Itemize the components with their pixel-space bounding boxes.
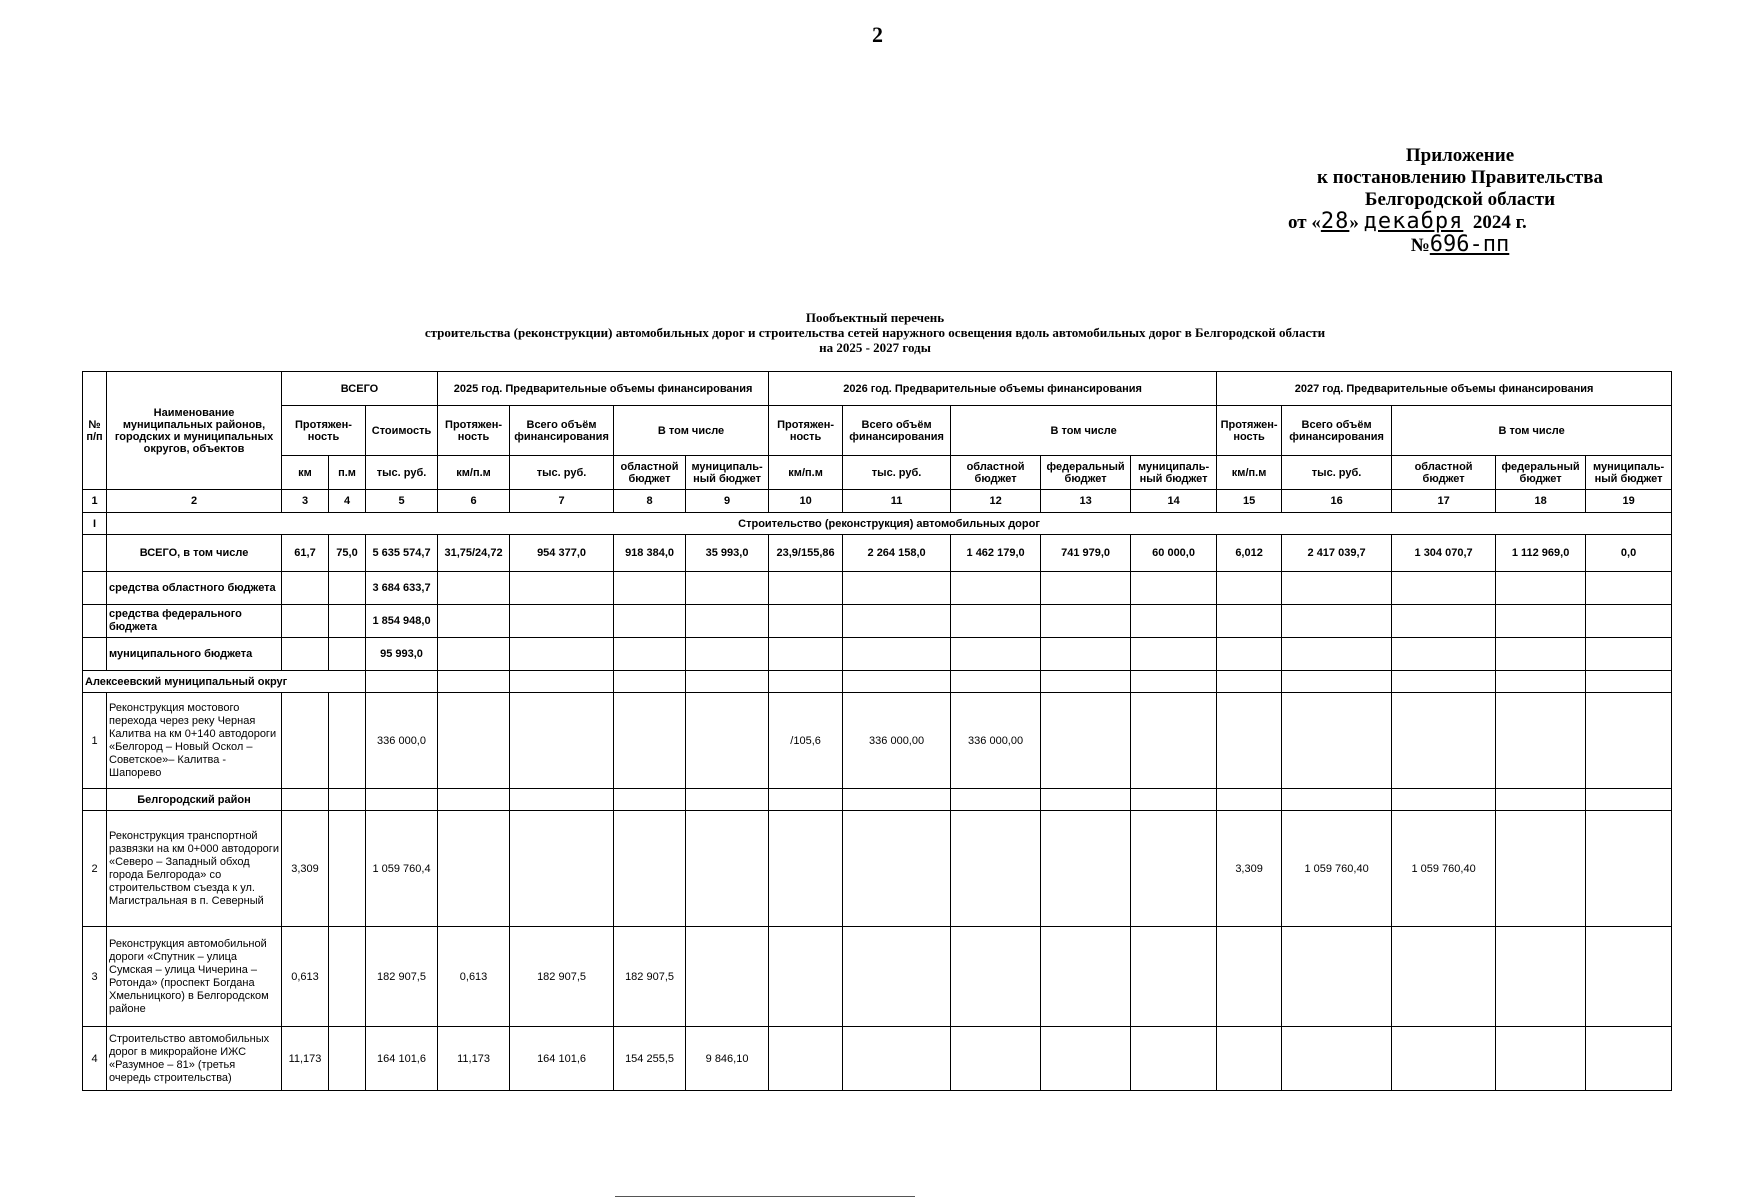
- empty-cell: [510, 572, 614, 605]
- table-cell: [1586, 927, 1672, 1027]
- sub-row-label: средства областного бюджета: [107, 572, 282, 605]
- empty-cell: [1131, 572, 1217, 605]
- total-label: ВСЕГО, в том числе: [107, 535, 282, 572]
- empty-cell: [1282, 671, 1392, 693]
- table-cell: [843, 927, 951, 1027]
- header-2025-regional: областной бюджет: [614, 456, 686, 490]
- empty-cell: [769, 605, 843, 638]
- table-cell: [1496, 693, 1586, 789]
- table-cell: [282, 693, 329, 789]
- header-2025-length: Протяжен-ность: [438, 406, 510, 456]
- date-month: декабря: [1363, 209, 1464, 234]
- empty-cell: [1131, 789, 1217, 811]
- empty-cell: [1392, 572, 1496, 605]
- empty-cell: [843, 572, 951, 605]
- table-cell: [1041, 693, 1131, 789]
- empty-cell: [1217, 638, 1282, 671]
- col-index: 5: [366, 490, 438, 513]
- empty-cell: [366, 671, 438, 693]
- sub-row-label: средства федерального бюджета: [107, 605, 282, 638]
- date-day: 28: [1320, 209, 1350, 234]
- table-cell: 164 101,6: [510, 1027, 614, 1091]
- col-index: 2: [107, 490, 282, 513]
- table-cell: [686, 927, 769, 1027]
- empty-cell: [510, 789, 614, 811]
- empty-cell: [1131, 671, 1217, 693]
- unit-2027-rub: тыс. руб.: [1282, 456, 1392, 490]
- table-cell: [951, 927, 1041, 1027]
- unit-km: км: [282, 456, 329, 490]
- object-name: Строительство автомобильных дорог в микрорайоне ИЖС «Разумное – 81» (третья очередь строительства): [107, 1027, 282, 1091]
- column-index-row: [83, 490, 1672, 513]
- object-row: [83, 693, 1672, 789]
- empty-cell: [769, 671, 843, 693]
- table-cell: [1496, 927, 1586, 1027]
- table-cell: [329, 693, 366, 789]
- header-2026-municipal: муниципаль-ный бюджет: [1131, 456, 1217, 490]
- object-number: 4: [83, 1027, 107, 1091]
- empty-cell: [1041, 671, 1131, 693]
- table-cell: [329, 811, 366, 927]
- table-cell: 336 000,00: [951, 693, 1041, 789]
- empty-cell: [769, 572, 843, 605]
- table-cell: 0,0: [1586, 535, 1672, 572]
- table-cell: 1 059 760,40: [1282, 811, 1392, 927]
- date-prefix: от «: [1288, 212, 1321, 233]
- empty-cell: [1282, 789, 1392, 811]
- empty-cell: [438, 605, 510, 638]
- table-cell: 182 907,5: [366, 927, 438, 1027]
- unit-total-rub: тыс. руб.: [366, 456, 438, 490]
- table-cell: 75,0: [329, 535, 366, 572]
- table-cell: [510, 811, 614, 927]
- header-2027: 2027 год. Предварительные объемы финансирования: [1217, 372, 1672, 406]
- table-cell: [1217, 927, 1282, 1027]
- header-2027-municipal: муниципаль-ный бюджет: [1586, 456, 1672, 490]
- empty-cell: [686, 605, 769, 638]
- empty-cell: [366, 789, 438, 811]
- empty-cell: [83, 605, 107, 638]
- table-cell: 0,613: [282, 927, 329, 1027]
- empty-cell: [769, 638, 843, 671]
- sub-row-municipal: [83, 638, 1672, 671]
- empty-cell: [282, 638, 329, 671]
- header-2027-federal: федеральный бюджет: [1496, 456, 1586, 490]
- header-total-cost: Стоимость: [366, 406, 438, 456]
- empty-cell: [843, 789, 951, 811]
- object-number: 1: [83, 693, 107, 789]
- empty-cell: [951, 789, 1041, 811]
- header-2027-including: В том числе: [1392, 406, 1672, 456]
- empty-cell: [83, 535, 107, 572]
- sub-row-regional: [83, 572, 1672, 605]
- empty-cell: [1496, 789, 1586, 811]
- title-line-2: строительства (реконструкции) автомобильных дорог и строительства сетей наружного освещения вдоль автомобильных дорог в Белгородской области: [424, 325, 1326, 340]
- empty-cell: [329, 789, 366, 811]
- table-cell: 1 059 760,40: [1392, 811, 1496, 927]
- table-cell: [1217, 1027, 1282, 1091]
- header-total-length: Протяжен-ность: [282, 406, 366, 456]
- empty-cell: [83, 638, 107, 671]
- empty-cell: [686, 671, 769, 693]
- total-row: [83, 535, 1672, 572]
- empty-cell: [438, 638, 510, 671]
- empty-cell: [686, 572, 769, 605]
- col-index: 16: [1282, 490, 1392, 513]
- header-2025-including: В том числе: [614, 406, 769, 456]
- table-cell: [1586, 693, 1672, 789]
- object-row: [83, 1027, 1672, 1091]
- section-number: I: [83, 513, 107, 535]
- empty-cell: [438, 789, 510, 811]
- header-name: Наименование муниципальных районов, городских и муниципальных округов, объектов: [107, 372, 282, 490]
- col-index: 10: [769, 490, 843, 513]
- empty-cell: [1282, 638, 1392, 671]
- empty-cell: [282, 572, 329, 605]
- empty-cell: [686, 638, 769, 671]
- number-value: 696-пп: [1429, 232, 1510, 257]
- empty-cell: [1586, 671, 1672, 693]
- table-cell: 3,309: [1217, 811, 1282, 927]
- number-prefix: №: [1410, 235, 1430, 256]
- empty-cell: [1131, 638, 1217, 671]
- empty-cell: [1392, 638, 1496, 671]
- empty-cell: [843, 638, 951, 671]
- table-cell: 1 059 760,4: [366, 811, 438, 927]
- appendix-block: [1270, 145, 1650, 257]
- appendix-title: Приложение: [1405, 145, 1515, 166]
- header-2026-total: Всего объём финансирования: [843, 406, 951, 456]
- header-2026-regional: областной бюджет: [951, 456, 1041, 490]
- footer-divider: [615, 1196, 915, 1197]
- empty-cell: [1282, 605, 1392, 638]
- table-cell: 23,9/155,86: [769, 535, 843, 572]
- table-cell: 336 000,0: [366, 693, 438, 789]
- empty-cell: [769, 789, 843, 811]
- object-name: Реконструкция мостового перехода через реку Черная Калитва на км 0+140 автодороги «Белгород – Новый Оскол – Советское»– Калитва - Шапорево: [107, 693, 282, 789]
- table-cell: [1131, 1027, 1217, 1091]
- table-cell: [951, 811, 1041, 927]
- empty-cell: [1041, 638, 1131, 671]
- table-cell: [438, 693, 510, 789]
- table-cell: [1041, 927, 1131, 1027]
- section-title: Строительство (реконструкция) автомобильных дорог: [107, 513, 1672, 535]
- sub-row-cost: 95 993,0: [366, 638, 438, 671]
- empty-cell: [1217, 605, 1282, 638]
- empty-cell: [1282, 572, 1392, 605]
- table-cell: [438, 811, 510, 927]
- table-cell: [614, 693, 686, 789]
- table-cell: 2 417 039,7: [1282, 535, 1392, 572]
- empty-cell: [1392, 671, 1496, 693]
- table-cell: [1282, 927, 1392, 1027]
- table-cell: [1586, 811, 1672, 927]
- district-row-alekseevsky: [83, 671, 1672, 693]
- unit-2026-rub: тыс. руб.: [843, 456, 951, 490]
- empty-cell: [1217, 671, 1282, 693]
- header-2025-total: Всего объём финансирования: [510, 406, 614, 456]
- table-cell: 182 907,5: [510, 927, 614, 1027]
- table-cell: [1586, 1027, 1672, 1091]
- empty-cell: [1392, 605, 1496, 638]
- empty-cell: [843, 671, 951, 693]
- empty-cell: [329, 638, 366, 671]
- empty-cell: [1586, 572, 1672, 605]
- table-cell: [1041, 811, 1131, 927]
- title-line-1: Пообъектный перечень: [805, 310, 945, 325]
- col-index: 19: [1586, 490, 1672, 513]
- header-2027-length: Протяжен-ность: [1217, 406, 1282, 456]
- object-number: 3: [83, 927, 107, 1027]
- empty-cell: [438, 572, 510, 605]
- appendix-number: [1270, 234, 1650, 257]
- empty-cell: [614, 789, 686, 811]
- header-2027-regional: областной бюджет: [1392, 456, 1496, 490]
- table-cell: 1 112 969,0: [1496, 535, 1586, 572]
- col-index: 18: [1496, 490, 1586, 513]
- empty-cell: [1392, 789, 1496, 811]
- table-cell: [1282, 1027, 1392, 1091]
- col-index: 9: [686, 490, 769, 513]
- empty-cell: [614, 671, 686, 693]
- empty-cell: [1041, 605, 1131, 638]
- empty-cell: [1041, 572, 1131, 605]
- table-cell: 918 384,0: [614, 535, 686, 572]
- header-2025: 2025 год. Предварительные объемы финансирования: [438, 372, 769, 406]
- empty-cell: [282, 789, 329, 811]
- table-cell: 11,173: [282, 1027, 329, 1091]
- district-title: Алексеевский муниципальный округ: [83, 671, 366, 693]
- table-cell: [329, 927, 366, 1027]
- table-cell: [951, 1027, 1041, 1091]
- document-title: [100, 310, 1650, 355]
- empty-cell: [83, 789, 107, 811]
- table-cell: 6,012: [1217, 535, 1282, 572]
- table-cell: 182 907,5: [614, 927, 686, 1027]
- table-cell: 154 255,5: [614, 1027, 686, 1091]
- empty-cell: [843, 605, 951, 638]
- table-cell: [843, 1027, 951, 1091]
- table-cell: [1131, 811, 1217, 927]
- table-cell: [1282, 693, 1392, 789]
- unit-2026-kmpm: км/п.м: [769, 456, 843, 490]
- table-cell: [614, 811, 686, 927]
- unit-2027-kmpm: км/п.м: [1217, 456, 1282, 490]
- col-index: 12: [951, 490, 1041, 513]
- table-cell: [843, 811, 951, 927]
- object-row: [83, 927, 1672, 1027]
- empty-cell: [329, 572, 366, 605]
- empty-cell: [614, 572, 686, 605]
- empty-cell: [951, 605, 1041, 638]
- empty-cell: [1217, 572, 1282, 605]
- table-cell: [1217, 693, 1282, 789]
- table-cell: 741 979,0: [1041, 535, 1131, 572]
- col-index: 7: [510, 490, 614, 513]
- empty-cell: [1586, 638, 1672, 671]
- title-line-3: на 2025 - 2027 годы: [819, 340, 931, 355]
- table-cell: [1496, 1027, 1586, 1091]
- col-index: 14: [1131, 490, 1217, 513]
- table-cell: 5 635 574,7: [366, 535, 438, 572]
- empty-cell: [282, 605, 329, 638]
- col-index: 3: [282, 490, 329, 513]
- table-cell: [1131, 693, 1217, 789]
- table-cell: [686, 693, 769, 789]
- page-number: 2: [872, 22, 883, 47]
- table-cell: [1392, 1027, 1496, 1091]
- empty-cell: [614, 638, 686, 671]
- header-num: № п/п: [83, 372, 107, 490]
- table-cell: 9 846,10: [686, 1027, 769, 1091]
- empty-cell: [1041, 789, 1131, 811]
- empty-cell: [1131, 605, 1217, 638]
- table-cell: 3,309: [282, 811, 329, 927]
- table-cell: 1 462 179,0: [951, 535, 1041, 572]
- header-2026-including: В том числе: [951, 406, 1217, 456]
- empty-cell: [1496, 605, 1586, 638]
- header-2026-length: Протяжен-ность: [769, 406, 843, 456]
- empty-cell: [1496, 638, 1586, 671]
- district-title: Белгородский район: [107, 789, 282, 811]
- table-cell: 2 264 158,0: [843, 535, 951, 572]
- unit-2025-rub: тыс. руб.: [510, 456, 614, 490]
- table-cell: 164 101,6: [366, 1027, 438, 1091]
- table-cell: [1131, 927, 1217, 1027]
- table-cell: 11,173: [438, 1027, 510, 1091]
- empty-cell: [1586, 605, 1672, 638]
- object-row: [83, 811, 1672, 927]
- object-number: 2: [83, 811, 107, 927]
- empty-cell: [951, 638, 1041, 671]
- table-cell: 336 000,00: [843, 693, 951, 789]
- table-cell: 31,75/24,72: [438, 535, 510, 572]
- empty-cell: [951, 671, 1041, 693]
- unit-pm: п.м: [329, 456, 366, 490]
- empty-cell: [1217, 789, 1282, 811]
- financing-table: [82, 371, 1672, 1091]
- empty-cell: [329, 605, 366, 638]
- appendix-date: [1270, 211, 1650, 234]
- col-index: 8: [614, 490, 686, 513]
- object-name: Реконструкция автомобильной дороги «Спутник – улица Сумская – улица Чичерина – Ротонда» (проспект Богдана Хмельницкого) в Белгородском районе: [107, 927, 282, 1027]
- district-row-belgorodsky: [83, 789, 1672, 811]
- table-cell: [769, 1027, 843, 1091]
- date-year: 2024 г.: [1472, 212, 1527, 233]
- table-cell: 35 993,0: [686, 535, 769, 572]
- table-cell: 954 377,0: [510, 535, 614, 572]
- col-index: 13: [1041, 490, 1131, 513]
- col-index: 11: [843, 490, 951, 513]
- col-index: 6: [438, 490, 510, 513]
- sub-row-label: муниципального бюджета: [107, 638, 282, 671]
- empty-cell: [614, 605, 686, 638]
- empty-cell: [83, 572, 107, 605]
- header-2026-federal: федеральный бюджет: [1041, 456, 1131, 490]
- sub-row-cost: 1 854 948,0: [366, 605, 438, 638]
- empty-cell: [1496, 671, 1586, 693]
- table-cell: 1 304 070,7: [1392, 535, 1496, 572]
- table-cell: [1392, 693, 1496, 789]
- table-cell: 61,7: [282, 535, 329, 572]
- table-cell: [686, 811, 769, 927]
- table-cell: [1392, 927, 1496, 1027]
- table-cell: [769, 927, 843, 1027]
- object-name: Реконструкция транспортной развязки на км 0+000 автодороги «Северо – Западный обход города Белгорода» со строительством съезда к ул. Магистральная в п. Северный: [107, 811, 282, 927]
- empty-cell: [686, 789, 769, 811]
- appendix-line-3: Белгородской области: [1364, 189, 1556, 210]
- header-total: ВСЕГО: [282, 372, 438, 406]
- table-cell: [329, 1027, 366, 1091]
- table-cell: [1041, 1027, 1131, 1091]
- empty-cell: [510, 671, 614, 693]
- empty-cell: [951, 572, 1041, 605]
- sub-row-federal: [83, 605, 1672, 638]
- section-row: [83, 513, 1672, 535]
- table-cell: [1496, 811, 1586, 927]
- empty-cell: [1586, 789, 1672, 811]
- table-cell: 60 000,0: [1131, 535, 1217, 572]
- empty-cell: [438, 671, 510, 693]
- header-2026: 2026 год. Предварительные объемы финансирования: [769, 372, 1217, 406]
- table-cell: [510, 693, 614, 789]
- empty-cell: [1496, 572, 1586, 605]
- empty-cell: [510, 638, 614, 671]
- col-index: 1: [83, 490, 107, 513]
- table-cell: 0,613: [438, 927, 510, 1027]
- table-cell: [769, 811, 843, 927]
- appendix-line-2: к постановлению Правительства: [1317, 167, 1603, 188]
- sub-row-cost: 3 684 633,7: [366, 572, 438, 605]
- col-index: 4: [329, 490, 366, 513]
- header-2025-municipal: муниципаль-ный бюджет: [686, 456, 769, 490]
- unit-2025-kmpm: км/п.м: [438, 456, 510, 490]
- empty-cell: [510, 605, 614, 638]
- col-index: 17: [1392, 490, 1496, 513]
- col-index: 15: [1217, 490, 1282, 513]
- header-2027-total: Всего объём финансирования: [1282, 406, 1392, 456]
- date-mid: »: [1349, 212, 1359, 233]
- table-cell: /105,6: [769, 693, 843, 789]
